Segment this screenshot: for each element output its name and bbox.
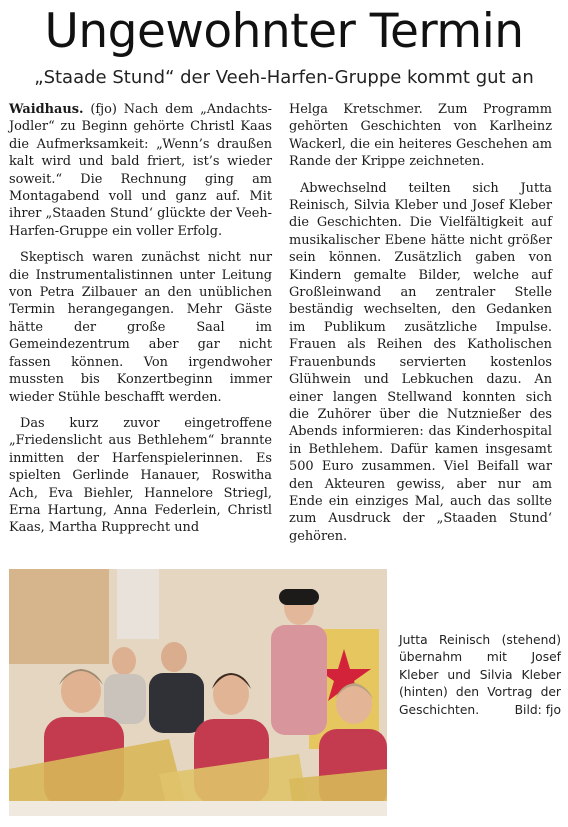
photo-table bbox=[9, 801, 387, 816]
photo-caption bbox=[399, 632, 561, 719]
article-photo bbox=[9, 569, 387, 816]
paragraph-text: (fjo) Nach dem „Andachts-Jodler“ zu Beginn gehörte Christl Kaas die Aufmerksamkeit: „Wenn’s draußen kalt wird und bald friert, ist’s wieder soweit.“ Die Rechnung ging am Montagabend voll und ganz auf. Mit ihrer „Staaden Stund‘ glückte der Veeh-Harfen-Gruppe ein voller Erfolg. bbox=[9, 102, 272, 239]
photo-credit: Bild: fjo bbox=[514, 702, 561, 717]
photo-person-hair bbox=[279, 589, 319, 605]
photo-person-body bbox=[149, 673, 204, 733]
article-paragraph: Abwechselnd teilten sich Jutta Reinisch, Silvia Kleber und Josef Kleber die Geschichten. Die Vielfältigkeit auf musikalischer Ebene hätte nicht größer sein können. Zusätzlich gaben von Kindern gemalte Bilder, welche auf Großleinwand an zentraler Stelle beständig wechselten, den Gedanken im Publikum zusätzliche Impulse. Frauen als Reihen des Katholischen Frauenbunds servierten kostenlos Glühwein und Lebkuchen dazu. An einer langen Stellwand konnten sich die Zuhörer über die Nutznießer des Abends informieren: das Kinderhospital in Bethlehem. Dafür kamen insgesamt 500 Euro zusammen. Viel Beifall war den Akteuren gewiss, aber nur am Ende ein einziges Mal, auch das sollte zum Ausdruck der „Staaden Stund‘ gehören. bbox=[289, 180, 552, 544]
photo-person-body bbox=[271, 625, 327, 735]
photo-person-body bbox=[104, 674, 146, 724]
headline: Ungewohnter Termin bbox=[44, 4, 524, 59]
article-paragraph: Skeptisch waren zunächst nicht nur die Instrumentalistinnen unter Leitung von Petra Zilbauer an den unüblichen Termin herangegangen. Mehr Gäste hätte der große Saal im Gemeindezentrum aber gar nicht fassen können. Von irgendwoher mussten bis Konzertbeginn immer wieder Stühle beschafft werden. bbox=[9, 250, 272, 405]
photo-person-head bbox=[112, 647, 136, 675]
dateline: Waidhaus. bbox=[9, 102, 84, 117]
photo-wall-decor bbox=[9, 569, 109, 664]
article-paragraph: Das kurz zuvor eingetroffene „Friedenslicht aus Bethlehem“ brannte inmitten der Harfenspielerinnen. Es spielten Gerlinde Hanauer, Roswitha Ach, Eva Biehler, Hannelore Striegl, Erna Hartung, Anna Federlein, Christl Kaas, Martha Rupprecht und bbox=[9, 415, 272, 536]
article-column-left bbox=[9, 101, 272, 546]
article-paragraph: Helga Kretschmer. Zum Programm gehörten Geschichten von Karlheinz Wackerl, die ein heiteres Geschehen am Rande der Krippe zeichneten. bbox=[289, 102, 552, 170]
caption-text: Jutta Reinisch (stehend) übernahm mit Josef Kleber und Silvia Kleber (hinten) den Vortrag der Geschichten. bbox=[399, 633, 561, 717]
photo-poster bbox=[117, 569, 159, 639]
article-paragraph bbox=[9, 101, 272, 240]
subheadline: „Staade Stund“ der Veeh-Harfen-Gruppe kommt gut an bbox=[34, 67, 534, 88]
photo-person-head bbox=[161, 642, 187, 672]
article-column-right bbox=[289, 101, 552, 554]
photo-illustration bbox=[9, 569, 387, 816]
